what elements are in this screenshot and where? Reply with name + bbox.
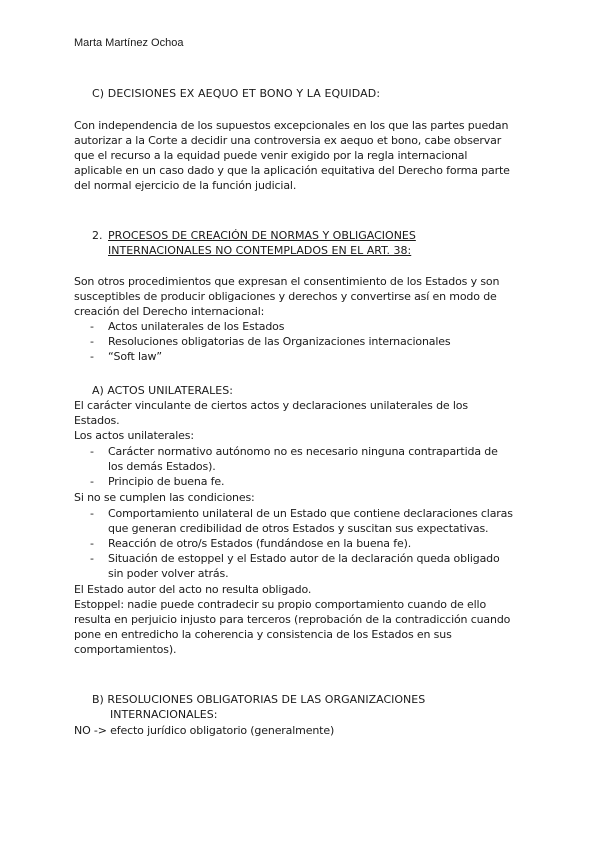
list-item-text: “Soft law” bbox=[108, 350, 162, 363]
list-item-text: Carácter normativo autónomo no es necesario ninguna contrapartida de bbox=[108, 445, 498, 458]
dash-bullet: - bbox=[90, 537, 94, 550]
author-header: Marta Martínez Ochoa bbox=[74, 37, 184, 49]
paragraph-line: del normal ejercicio de la función judicial. bbox=[74, 179, 297, 192]
conditions-list bbox=[90, 506, 513, 581]
list-item bbox=[90, 349, 450, 364]
paragraph-line: susceptibles de producir obligaciones y derechos y convertirse así en modo de bbox=[74, 290, 497, 303]
list-item bbox=[90, 444, 498, 474]
paragraph-line: Estoppel: nadie puede contradecir su propio comportamiento cuando de ello bbox=[74, 598, 487, 611]
unilateral-acts-list bbox=[90, 444, 498, 489]
list-item-text: que generan credibilidad de otros Estados y suscitan sus expectativas. bbox=[108, 522, 489, 535]
dash-bullet: - bbox=[90, 335, 94, 348]
paragraph-line: pone en entredicho la coherencia y consistencia de los Estados en sus bbox=[74, 628, 452, 641]
paragraph-line: Estados. bbox=[74, 414, 120, 427]
list-item-text: los demás Estados). bbox=[108, 460, 216, 473]
list-item-text: Comportamiento unilateral de un Estado que contiene declaraciones claras bbox=[108, 507, 513, 520]
section-b-heading-line-1: B) RESOLUCIONES OBLIGATORIAS DE LAS ORGANIZACIONES bbox=[92, 693, 426, 706]
section-2-intro bbox=[74, 274, 534, 319]
list-item-text: Situación de estoppel y el Estado autor de la declaración queda obligado bbox=[108, 552, 500, 565]
list-item-text: sin poder volver atrás. bbox=[108, 567, 229, 580]
list-item-text: Actos unilaterales de los Estados bbox=[108, 320, 285, 333]
paragraph-line: comportamientos). bbox=[74, 643, 177, 656]
list-item-text: Reacción de otro/s Estados (fundándose en la buena fe). bbox=[108, 537, 412, 550]
section-b-note bbox=[74, 723, 534, 738]
list-item bbox=[90, 334, 450, 349]
paragraph-line: creación del Derecho internacional: bbox=[74, 305, 265, 318]
paragraph-line: que el recurso a la equidad puede venir exigido por la regla internacional bbox=[74, 149, 468, 162]
section-a-heading: A) ACTOS UNILATERALES: bbox=[92, 384, 233, 397]
dash-bullet: - bbox=[90, 445, 94, 458]
paragraph-line: Los actos unilaterales: bbox=[74, 429, 194, 442]
paragraph-line: autorizar a la Corte a decidir una controversia ex aequo et bono, cabe observar bbox=[74, 134, 502, 147]
paragraph-line: Con independencia de los supuestos excepcionales en los que las partes puedan bbox=[74, 119, 509, 132]
paragraph-line: resulta en perjuicio injusto para terceros (reprobación de la contradicción cuando bbox=[74, 613, 511, 626]
paragraph-line: aplicable en un caso dado y que la aplicación equitativa del Derecho forma parte bbox=[74, 164, 510, 177]
section-2-list bbox=[90, 319, 450, 364]
list-item bbox=[90, 551, 513, 581]
section-c-paragraph bbox=[74, 118, 534, 193]
paragraph-line: El carácter vinculante de ciertos actos y declaraciones unilaterales de los bbox=[74, 399, 468, 412]
dash-bullet: - bbox=[90, 507, 94, 520]
section-c-heading: C) DECISIONES EX AEQUO ET BONO Y LA EQUIDAD: bbox=[92, 87, 381, 100]
list-item-text: Resoluciones obligatorias de las Organizaciones internacionales bbox=[108, 335, 451, 348]
list-item bbox=[90, 474, 498, 489]
list-item-text: Principio de buena fe. bbox=[108, 475, 225, 488]
section-2-title-line-2: INTERNACIONALES NO CONTEMPLADOS EN EL ART. 38: bbox=[108, 244, 412, 257]
section-2-title-line-1: PROCESOS DE CREACIÓN DE NORMAS Y OBLIGACIONES bbox=[108, 229, 416, 242]
paragraph-line: Si no se cumplen las condiciones: bbox=[74, 491, 255, 504]
dash-bullet: - bbox=[90, 552, 94, 565]
conditions-label bbox=[74, 490, 534, 505]
section-b-heading-line-2: INTERNACIONALES: bbox=[110, 708, 218, 721]
paragraph-line: Son otros procedimientos que expresan el consentimiento de los Estados y son bbox=[74, 275, 500, 288]
dash-bullet: - bbox=[90, 320, 94, 333]
paragraph-line: NO -> efecto jurídico obligatorio (generalmente) bbox=[74, 724, 335, 737]
dash-bullet: - bbox=[90, 475, 94, 488]
section-number: 2. bbox=[92, 229, 103, 242]
section-a-closing bbox=[74, 582, 534, 657]
dash-bullet: - bbox=[90, 350, 94, 363]
section-a-intro bbox=[74, 398, 534, 443]
list-item bbox=[90, 506, 513, 536]
paragraph-line: El Estado autor del acto no resulta obligado. bbox=[74, 583, 312, 596]
list-item bbox=[90, 319, 450, 334]
list-item bbox=[90, 536, 513, 551]
